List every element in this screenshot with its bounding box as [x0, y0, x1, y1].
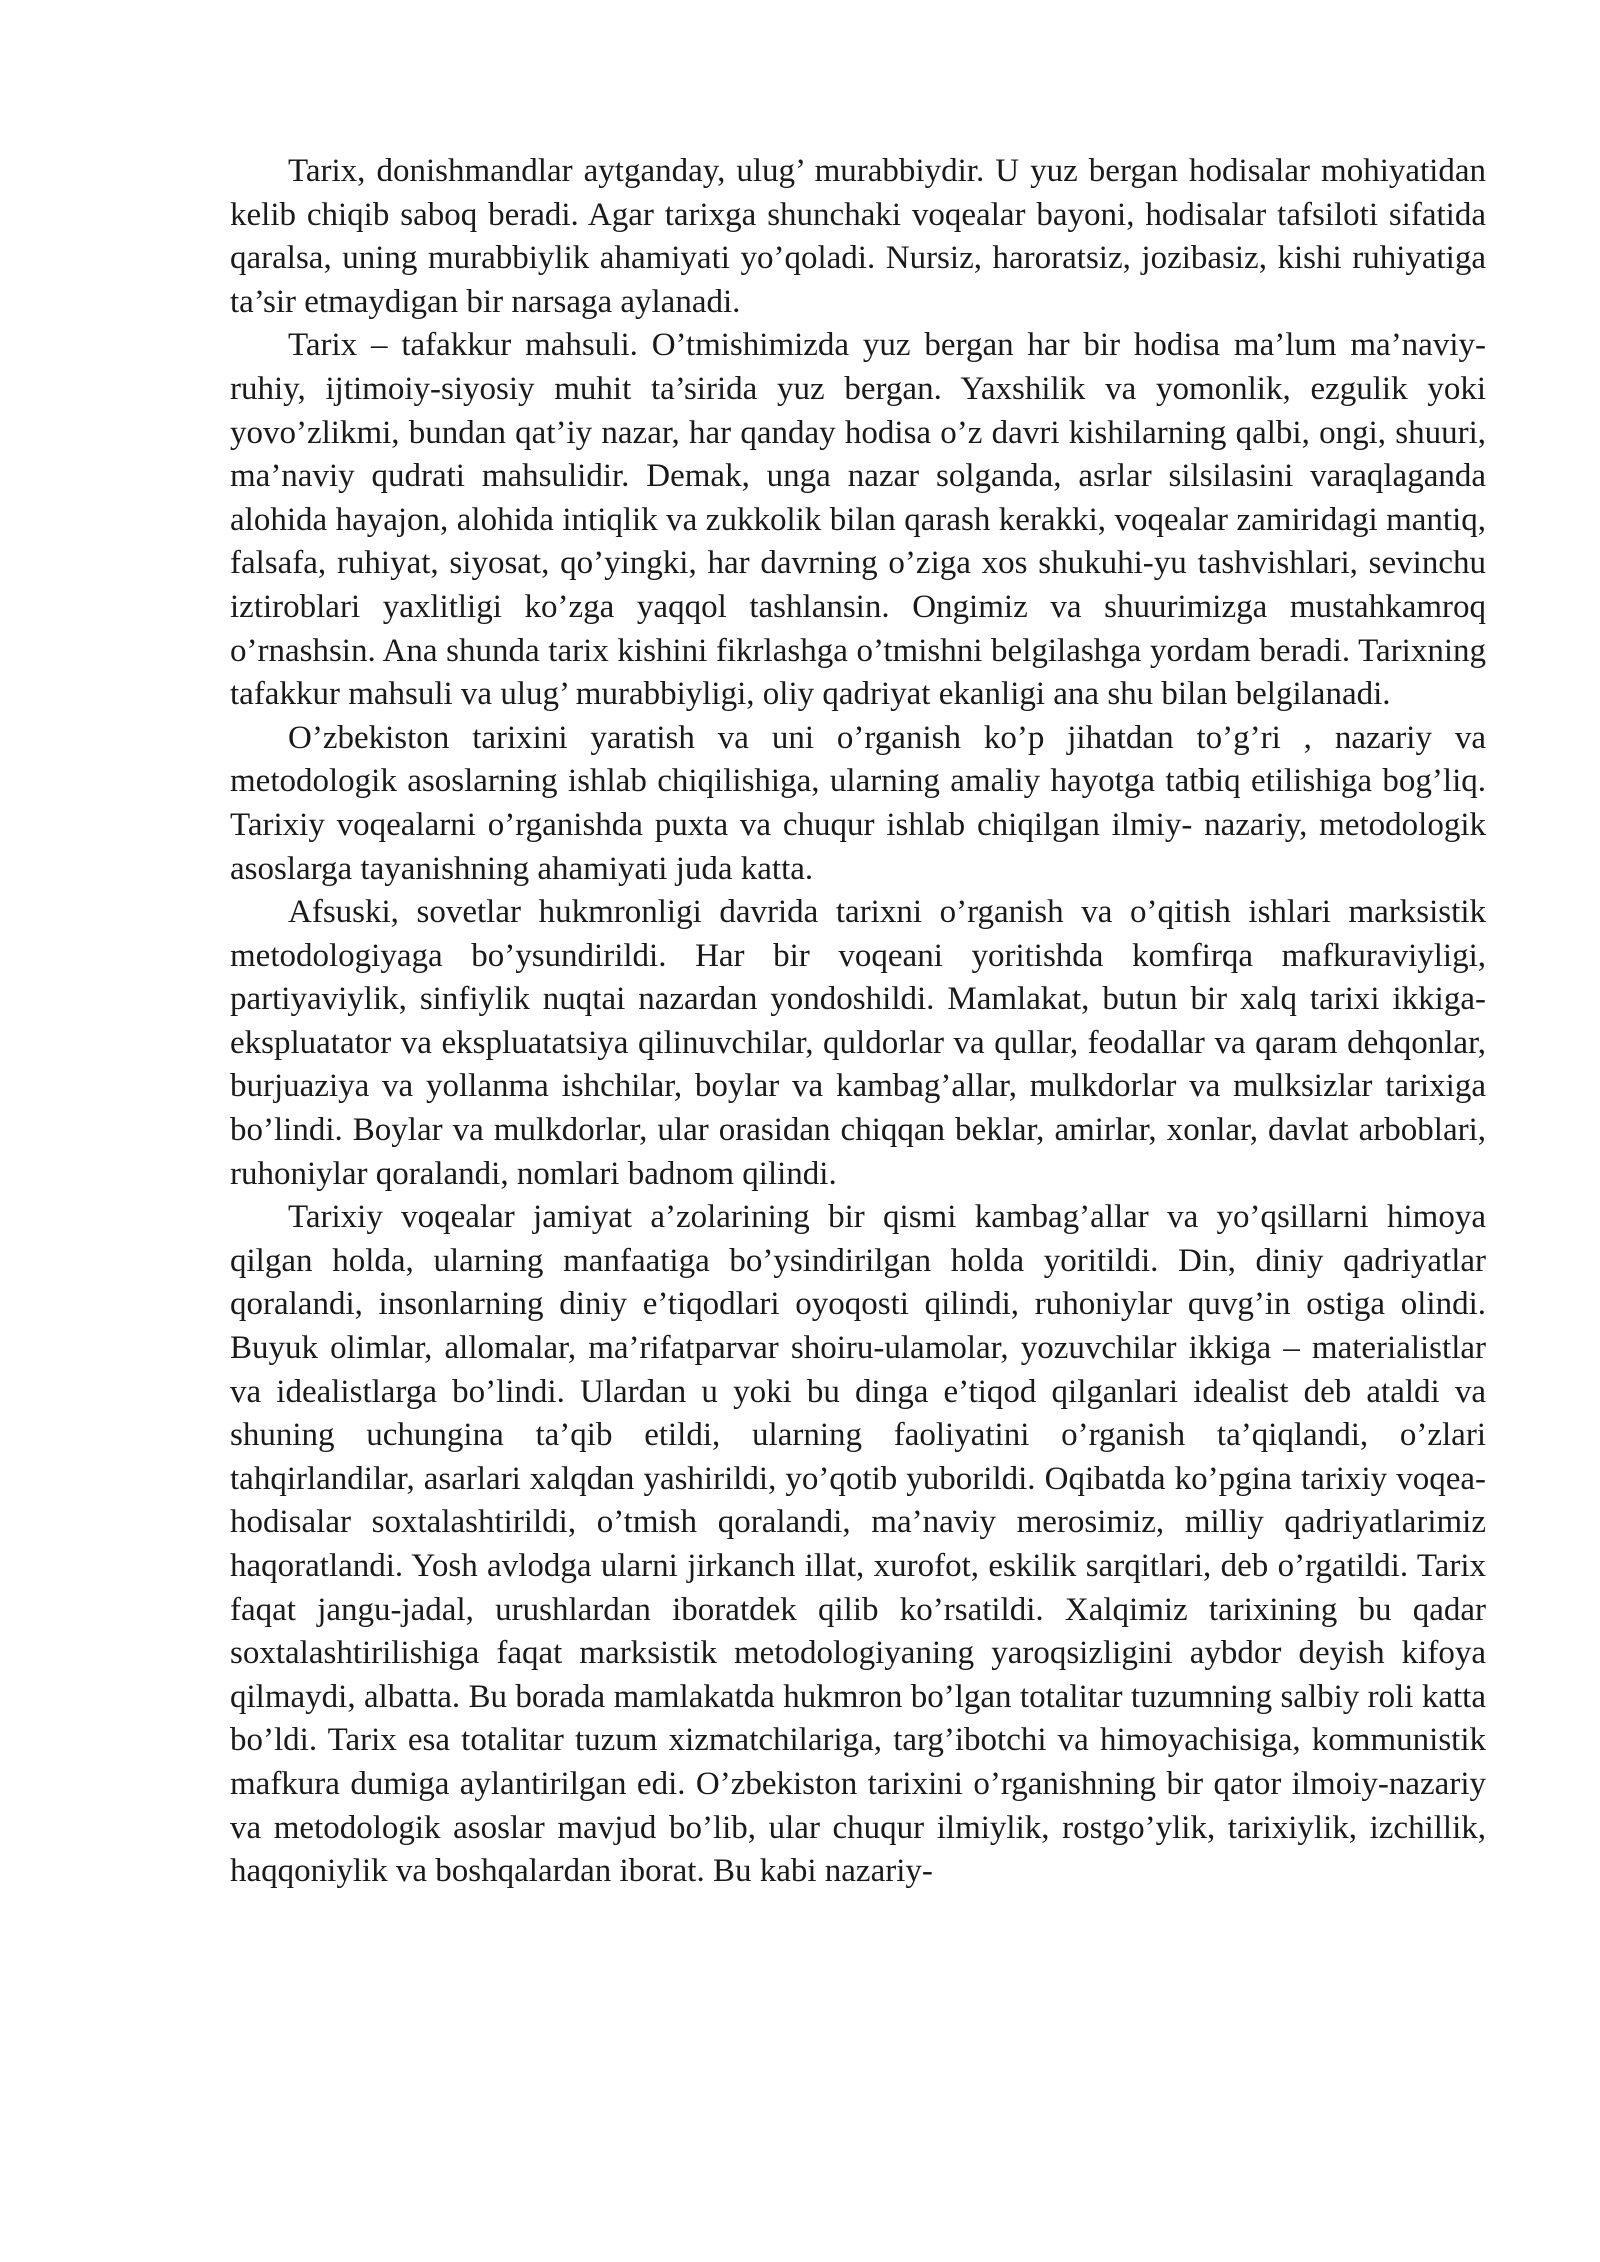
- paragraph-1: Tarix, donishmandlar aytganday, ulug’ murabbiydir. U yuz bergan hodisalar mohiyatidan kelib chiqib saboq beradi. Agar tarixga shunchaki voqealar bayoni, hodisalar tafsiloti sifatida qaralsa, uning murabbiylik ahamiyati yo’qoladi. Nursiz, haroratsiz, jozibasiz, kishi ruhiyatiga ta’sir etmaydigan bir narsaga aylanadi.: [230, 153, 1486, 320]
- document-body: [230, 150, 1486, 1894]
- paragraph-5: Tarixiy voqealar jamiyat a’zolarining bir qismi kambag’allar va yo’qsillarni himoya qilgan holda, ularning manfaatiga bo’ysindirilgan holda yoritildi. Din, diniy qadriyatlar qoralandi, insonlarning diniy e’tiqodlari oyoqosti qilindi, ruhoniylar quvg’in ostiga olindi. Buyuk olimlar, allomalar, ma’rifatparvar shoiru-ulamolar, yozuvchilar ikkiga – materialistlar va idealistlarga bo’lindi. Ulardan u yoki bu dinga e’tiqod qilganlari idealist deb ataldi va shuning uchungina ta’qib etildi, ularning faoliyatini o’rganish ta’qiqlandi, o’zlari tahqirlandilar, asarlari xalqdan yashirildi, yo’qotib yuborildi. Oqibatda ko’pgina tarixiy voqea-hodisalar soxtalashtirildi, o’tmish qoralandi, ma’naviy merosimiz, milliy qadriyatlarimiz haqoratlandi. Yosh avlodga ularni jirkanch illat, xurofot, eskilik sarqitlari, deb o’rgatildi. Tarix faqat jangu-jadal, urushlardan iboratdek qilib ko’rsatildi. Xalqimiz tarixining bu qadar soxtalashtirilishiga faqat marksistik metodologiyaning yaroqsizligini aybdor deyish kifoya qilmaydi, albatta. Bu borada mamlakatda hukmron bo’lgan totalitar tuzumning salbiy roli katta bo’ldi. Tarix esa totalitar tuzum xizmatchilariga, targ’ibotchi va himoyachisiga, kommunistik mafkura dumiga aylantirilgan edi. O’zbekiston tarixini o’rganishning bir qator ilmoiy-nazariy va metodologik asoslar mavjud bo’lib, ular chuqur ilmiylik, rostgo’ylik, tarixiylik, izchillik, haqqoniylik va boshqalardan iborat. Bu kabi nazariy-: [230, 1199, 1486, 1890]
- paragraph-4: Afsuski, sovetlar hukmronligi davrida tarixni o’rganish va o’qitish ishlari marksistik metodologiyaga bo’ysundirildi. Har bir voqeani yoritishda komfirqa mafkuraviyligi, partiyaviylik, sinfiylik nuqtai nazardan yondoshildi. Mamlakat, butun bir xalq tarixi ikkiga-ekspluatator va ekspluatatsiya qilinuvchilar, quldorlar va qullar, feodallar va qaram dehqonlar, burjuaziya va yollanma ishchilar, boylar va kambag’allar, mulkdorlar va mulksizlar tarixiga bo’lindi. Boylar va mulkdorlar, ular orasidan chiqqan beklar, amirlar, xonlar, davlat arboblari, ruhoniylar qoralandi, nomlari badnom qilindi.: [230, 894, 1486, 1192]
- paragraph-2: Tarix – tafakkur mahsuli. O’tmishimizda yuz bergan har bir hodisa ma’lum ma’naviy-ruhiy, ijtimoiy-siyosiy muhit ta’sirida yuz bergan. Yaxshilik va yomonlik, ezgulik yoki yovo’zlikmi, bundan qat’iy nazar, har qanday hodisa o’z davri kishilarning qalbi, ongi, shuuri, ma’naviy qudrati mahsulidir. Demak, unga nazar solganda, asrlar silsilasini varaqlaganda alohida hayajon, alohida intiqlik va zukkolik bilan qarash kerakki, voqealar zamiridagi mantiq, falsafa, ruhiyat, siyosat, qo’yingki, har davrning o’ziga xos shukuhi-yu tashvishlari, sevinchu iztiroblari yaxlitligi ko’zga yaqqol tashlansin. Ongimiz va shuurimizga mustahkamroq o’rnashsin. Ana shunda tarix kishini fikrlashga o’tmishni belgilashga yordam beradi. Tarixning tafakkur mahsuli va ulug’ murabbiyligi, oliy qadriyat ekanligi ana shu bilan belgilanadi.: [230, 327, 1486, 713]
- paragraph-3: O’zbekiston tarixini yaratish va uni o’rganish ko’p jihatdan to’g’ri , nazariy va metodologik asoslarning ishlab chiqilishiga, ularning amaliy hayotga tatbiq etilishiga bog’liq. Tarixiy voqealarni o’rganishda puxta va chuqur ishlab chiqilgan ilmiy- nazariy, metodologik asoslarga tayanishning ahamiyati juda katta.: [230, 719, 1486, 887]
